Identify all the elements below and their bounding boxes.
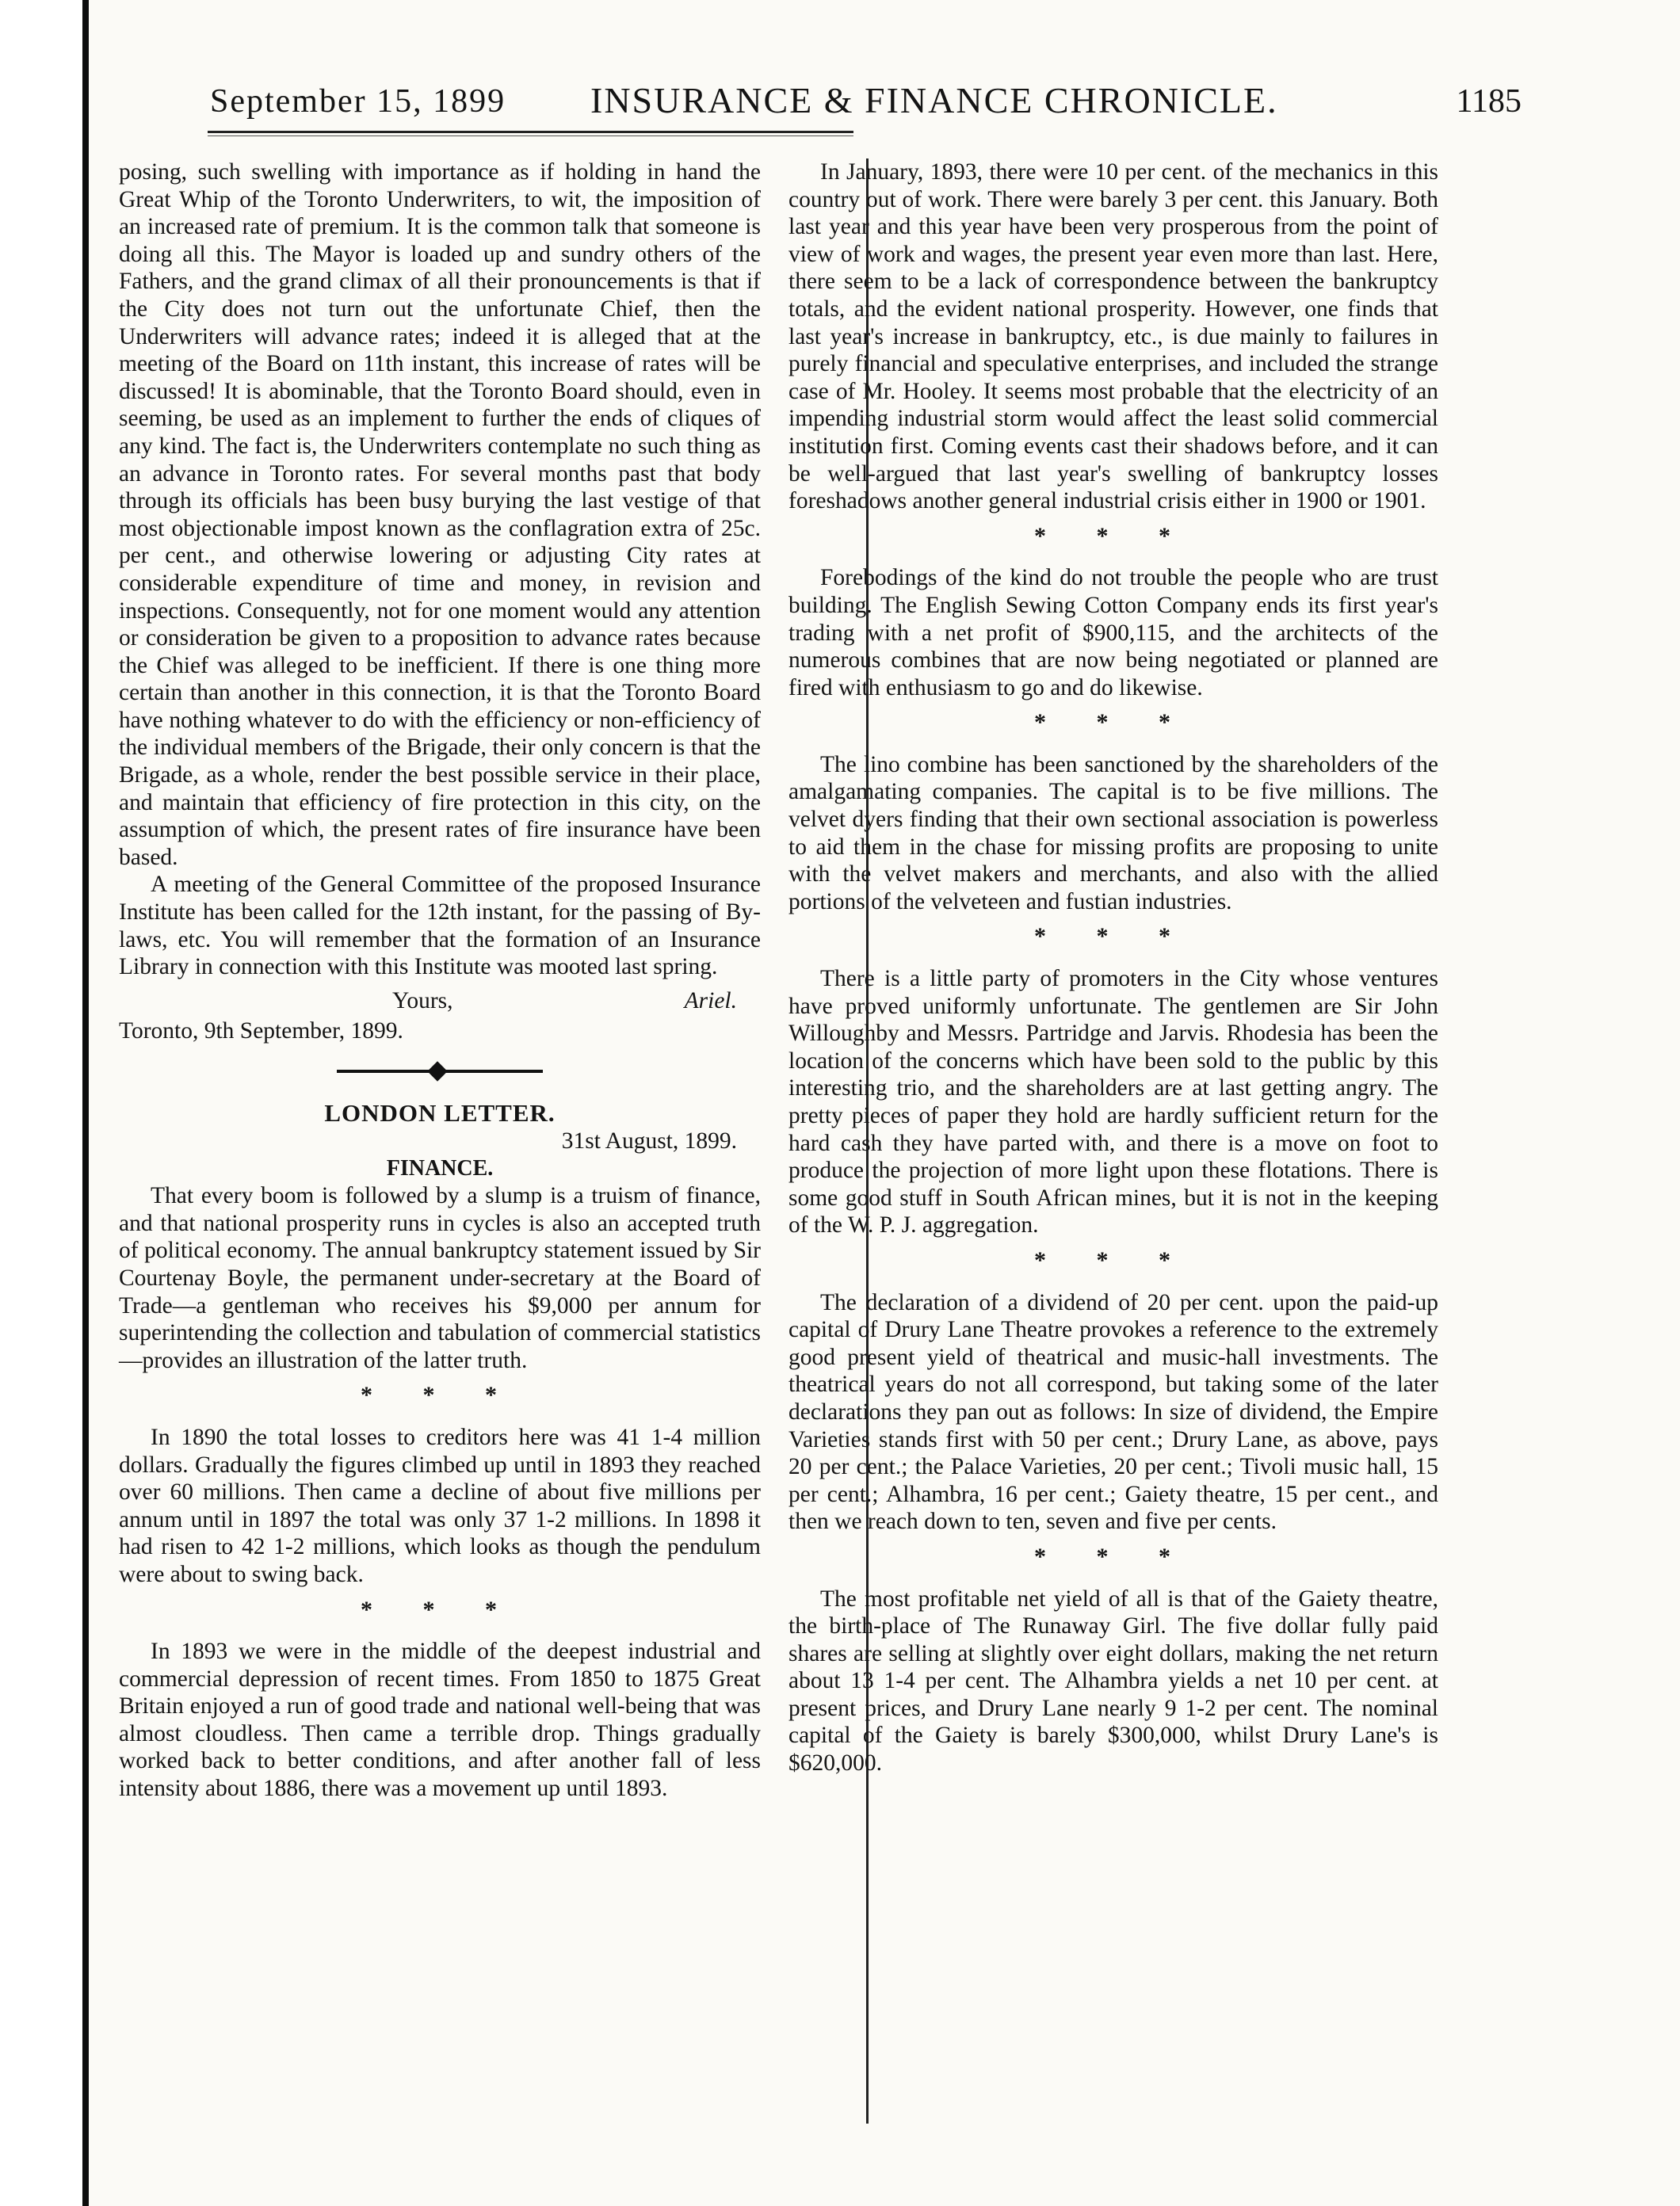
section-ornament	[337, 1063, 543, 1079]
section-separator: * * *	[361, 1382, 519, 1409]
place-date: Toronto, 9th September, 1899.	[119, 1017, 403, 1044]
paragraph: posing, such swelling with importance as if holding in hand the Great Whip of the Toronto Underwriters, to wit, the imposition of an increased rate of premium. It is the common talk that someone is doing all this. The Mayor is loaded up and sundry others of the Fathers, and the grand climax of all their pronouncements is that if the City does not turn out the unfortunate Chief, then the Underwriters will advance rates; indeed it is alleged that at the meeting of the Board on 11th instant, this increase of rates will be discussed! It is abominable, that the Toronto Board should, even in seeming, be used as an implement to further the ends of cliques of any kind. The fact is, the Underwriters contemplate no such thing as an advance in Toronto rates. For several months past that body through its officials has been busy burying the last vestige of that most objectionable impost known as the conflagration extra of 25c. per cent., and otherwise lowering or adjusting City rates at considerable expenditure of time and money, in revision and inspections. Consequently, not for one moment would any attention or consideration be given to a proposition to advance rates because the Chief was alleged to be inefficient. If there is one thing more certain than another in this connection, it is that the Toronto Board have nothing whatever to do with the efficiency or non-efficiency of the individual members of the Brigade, their only concern is that the Brigade, as a whole, render the best possible service in their place, and maintain that efficiency of fire protection in this city, on the assumption of which, the present rates of fire insurance have been based.	[119, 159, 761, 870]
paragraph: In 1893 we were in the middle of the deepest industrial and commercial depression of recent times. From 1850 to 1875 Great Britain enjoyed a run of good trade and national well-being that was almost cloudless. Then came a terrible drop. Things gradually worked back to better conditions, and after another fall of less intensity about 1886, there was a movement up until 1893.	[119, 1639, 761, 1802]
paragraph: Forebodings of the kind do not trouble the people who are trust building. The English Sewing Cotton Company ends its first year's trading with a net profit of $900,115, and the architects of the numerous combines that are now being negotiated or planned are fired with enthusiasm to go and do likewise.	[788, 565, 1438, 700]
section-separator: * * *	[1034, 1543, 1193, 1570]
section-title: LONDON LETTER.	[324, 1099, 556, 1128]
section-separator: * * *	[1034, 1246, 1193, 1273]
paragraph: The most profitable net yield of all is that of the Gaiety theatre, the birth-place of The Runaway Girl. The five dollar fully paid shares are selling at slightly over eight dollars, making the net return about 13 1-4 per cent. The Alhambra yields a net 10 per cent. at present prices, and Drury Lane nearly 9 1-2 per cent. The nominal capital of the Gaiety is barely $300,000, whilst Drury Lane's is $620,000.	[788, 1586, 1438, 1777]
section-separator: * * *	[361, 1596, 519, 1623]
paragraph: The lino combine has been sanctioned by the shareholders of the amalgamating companies. The capital is to be five millions. The velvet dyers finding that their own sectional association is powerless to aid them in the chase for missing profits are proposing to unite with the velvet makers and merchants, and also with the allied portions of the velveteen and fustian industries.	[788, 751, 1438, 914]
section-separator: * * *	[1034, 709, 1193, 736]
binding-margin	[0, 0, 89, 2206]
paragraph: A meeting of the General Committee of the proposed Insurance Institute has been called for the 12th instant, for the passing of By-laws, etc. You will remember that the formation of an Insurance Library in connection with this Institute was mooted last spring.	[119, 872, 761, 980]
section-separator: * * *	[1034, 923, 1193, 950]
signature: Ariel.	[684, 987, 737, 1013]
paragraph: In 1890 the total losses to creditors here was 41 1-4 million dollars. Gradually the figures climbed up until in 1893 they reached over 60 millions. Then came a decline of about five millions per annum until in 1897 the total was only 37 1-2 millions. In 1898 it had risen to 42 1-2 millions, which looks as though the pendulum were about to swing back.	[119, 1424, 761, 1587]
header-rule	[208, 131, 853, 136]
section-subtitle: FINANCE.	[386, 1155, 494, 1181]
paragraph: The declaration of a dividend of 20 per cent. upon the paid-up capital of Drury Lane Theatre provokes a reference to the extremely good present yield of theatrical and music-hall investments. The theatrical years do not all correspond, but taking some of the later declarations they pan out as follows: In size of dividend, the Empire Varieties stands first with 50 per cent.; Drury Lane, as above, pays 20 per cent.; the Palace Varieties, 20 per cent.; Tivoli music hall, 15 per cent.; Alhambra, 16 per cent.; Gaiety theatre, 15 per cent., and then we reach down to ten, seven and five per cents.	[788, 1289, 1438, 1535]
signature-block	[119, 987, 761, 1017]
page-number: 1185	[1456, 83, 1522, 120]
publication-title: INSURANCE & FINANCE CHRONICLE.	[590, 80, 1278, 120]
signoff: Yours,	[392, 987, 453, 1013]
section-separator: * * *	[1034, 522, 1193, 549]
left-column	[119, 158, 761, 1803]
paragraph: That every boom is followed by a slump is a truism of finance, and that national prosperity runs in cycles is also an accepted truth of political economy. The annual bankruptcy statement issued by Sir Courtenay Boyle, the permanent under-secretary at the Board of Trade—a gentleman who receives his $9,000 per annum for superintending the collection and tabulation of commercial statistics—provides an illustration of the latter truth.	[119, 1183, 761, 1373]
header-date: September 15, 1899	[210, 83, 506, 120]
paragraph: There is a little party of promoters in the City whose ventures have proved uniformly unfortunate. The gentlemen are Sir John Willoughby and Messrs. Partridge and Jarvis. Rhodesia has been the location of the concerns which have been sold to the public by this interesting trio, and the shareholders are at last getting angry. The pretty pieces of paper they hold are hardly sufficient return for the hard cash they have parted with, and there is a move on foot to produce the projection of more light upon these flotations. There is some good stuff in South African mines, but it is not in the keeping of the W. P. J. aggregation.	[788, 966, 1438, 1238]
running-header	[119, 76, 1522, 124]
right-column	[788, 158, 1438, 1777]
dateline: 31st August, 1899.	[561, 1128, 737, 1154]
paragraph: In January, 1893, there were 10 per cent. of the mechanics in this country out of work. There were barely 3 per cent. this January. Both last year and this year have been very prosperous from the point of view of work and wages, the present year even more than last. Here, there seem to be a lack of correspondence between the bankruptcy totals, and the evident national prosperity. However, one finds that last year's increase in bankruptcy, etc., is due mainly to failures in purely financial and speculative enterprises, and included the strange case of Mr. Hooley. It seems most probable that the electricity of an impending industrial storm would affect the least solid commercial institution first. Coming events cast their shadows before, and it can be well-argued that last year's swelling of bankruptcy losses foreshadows another general industrial crisis either in 1900 or 1901.	[788, 159, 1438, 514]
